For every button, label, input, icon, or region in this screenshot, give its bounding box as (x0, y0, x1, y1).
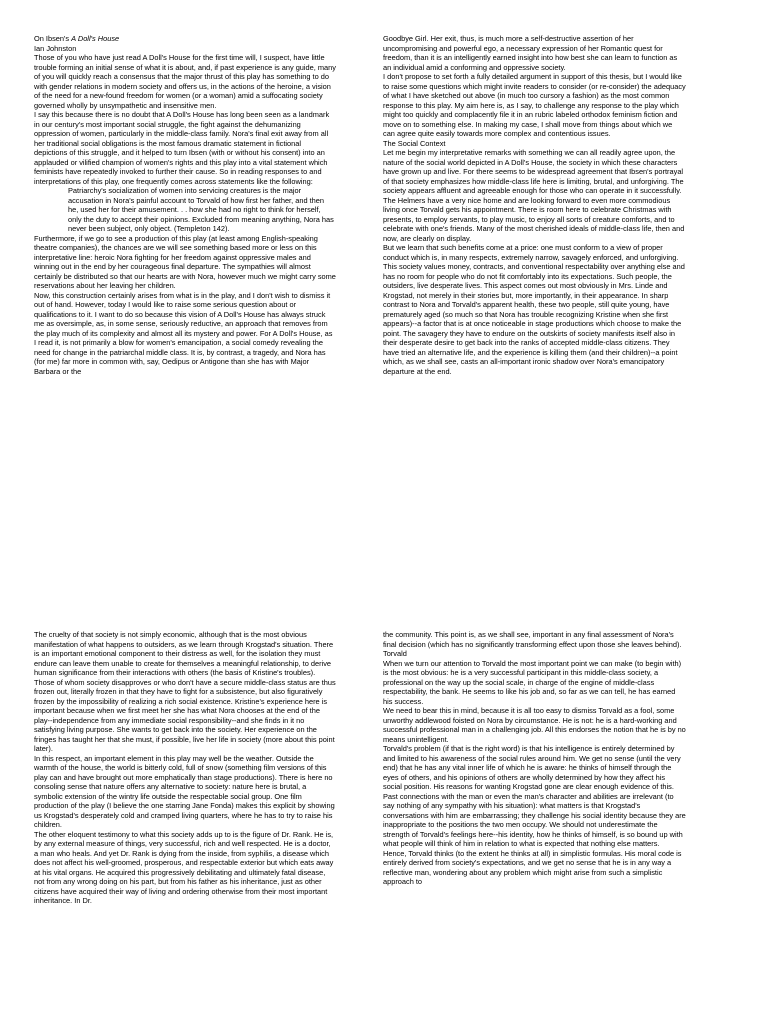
paragraph: Goodbye Girl. Her exit, thus, is much more a self-destructive assertion of her uncompromising and powerful ego, a necessary expression of her Romantic quest for freedom, than it is an intelligently earned insight into how best she can learn to function as an individual amid a conforming and oppressive society. (383, 34, 678, 72)
page1-left-column (34, 34, 336, 556)
essay-title: On Ibsen's A Doll's House (34, 34, 120, 43)
paragraph: In this respect, an important element in this play may well be the weather. Outside the warmth of the house, the world is bitterly cold, full of snow (something film versions of this play can and have brought out more emphatically than stage productions). There is here no consoling sense that nature offers any alternative to society: nature here is brutal, a symbolic extension of the wintry life outside the respectable social group. One film production of the play (I believe the one starring Jane Fonda) makes this explicit by showing us Krogstad's desperately cold and cramped living quarters, where he has to try to raise his children. (34, 753, 335, 829)
page2-left-column (34, 630, 336, 1024)
paragraph: I don't propose to set forth a fully detailed argument in support of this thesis, but I would like to raise some questions which might invite readers to consider (or re-consider) the adequacy of what I have sketched out above (in much too cursory a fashion) as the most common response to this play. My aim here is, as I say, to challenge any response to the play which might too quickly and complacently file it in an rubric labeled orthodox feminism fiction and move on to something else. In making my case, I shall move from things about which we can agree quite easily towards more complex and contentious issues. (383, 72, 686, 138)
title-italic: A Doll's House (71, 34, 120, 43)
section-heading: Torvald (383, 649, 407, 658)
paragraph: Let me begin my interpretative remarks with something we can all readily agree upon, the nature of the social world depicted in A Doll's House, the society in which these characters have grown up and live. For there seems to be widespread agreement that Ibsen's portrayal of that society emphasizes how middle-class life here is limiting, brutal, and unforgiving. The society appears affluent and agreeable enough for those who can operate in it successfully. The Helmers have a very nice home and are looking forward to even more commodious living once Torvald gets his appointment. There is room here to celebrate Christmas with presents, to employ servants, to play music, to enjoy all sorts of creature comforts, and to celebrate with one's friends. Many of the most cherished ideals of middle-class life, then and now, are clearly on display. (383, 148, 685, 243)
paragraph: Hence, Torvald thinks (to the extent he thinks at all) in simplistic formulas. His moral code is entirely derived from society's expectations, and we get no sense that he is in any way a reflective man, wondering about any problem which might arise from such a simplistic approach to (383, 848, 682, 886)
paragraph: The cruelty of that society is not simply economic, although that is the most obvious manifestation of what happens to outsiders, as we learn through Krogstad's situation. There is an important emotional component to their distress as well, for the isolation they must endure can leave them unable to create for themselves a meaningful relationship, to derive human significance from their interactions with others (the basis of Kristine's troubles). Those of whom society disapproves or who don't have a secure middle-class status are thus frozen out, literally frozen in that they have to fight for a subsistence, but also figuratively frozen by the impossibility of realizing a rich social existence. Kristine's experience here is important because when we first meet her she has what Nora chooses at the end of the play--independence from any immediate social responsibility--and she finds in it no satisfying living purpose. She wants to get back into the society. Her experience on the fringes has taught her that she must, if possible, live her life in society (more about this point later). (34, 630, 336, 753)
paragraph: Torvald's problem (if that is the right word) is that his intelligence is entirely determined by and limited to his awareness of the social rules around him. We get no sense (until the very end) that he has any vital inner life of which he is aware: he thinks of himself through the eyes of others, and his opinions of others are wholly determined by how they affect his social position. His reasons for wanting Krogstad gone are clear enough evidence of this. Past connections with the man or even the man's character and abilities are irrelevant (to say nothing of any sympathy with his situation): what matters is that Krogstad's conversations with him are embarrassing; they challenge his social identity because they are inappropriate to the positions the two men occupy. We should not underestimate the strength of Torvald's feelings here--his identity, how he thinks of himself, is so bound up with what people will think of him in relation to what is expected that nothing else matters. (383, 744, 686, 848)
paragraph: We need to bear this in mind, because it is all too easy to dismiss Torvald as a fool, some unworthy addlewood foisted on Nora by circumstance. He is not: he is a hard-working and successful professional man in a challenging job. All this endorses the notion that he is by no means unintelligent. (383, 706, 686, 744)
paragraph: When we turn our attention to Torvald the most important point we can make (to begin with) is the most obvious: he is a very successful participant in this middle-class society, a professional on the way up the social scale, in charge of the engine of middle-class respectability, the bank. He seems to like his job and, so far as we can tell, he has earned his success. (383, 658, 682, 706)
paragraph: The other eloquent testimony to what this society adds up to is the figure of Dr. Rank. He is, by any external measure of things, very successful, rich and well respected. He is a doctor, a man who heals. And yet Dr. Rank is dying from the inside, from syphilis, a disease which does not affect his well-groomed, prosperous, and respectable exterior but which eats away at his vital organs. He acquired this progressively debilitating and ultimately fatal disease, not from any wrong doing on his part, but from his father as his inheritance, just as other citizens have acquired their way of living and ordering otherwise from their most important inheritance. In Dr. (34, 829, 334, 905)
page1-right-column (383, 34, 686, 556)
block-quote: Patriarchy's socialization of women into servicing creatures is the major accusation in Nora's painful account to Torvald of how first her father, and then he, used her for their amusement. . . how she had no right to think for herself, only the duty to accept their opinions. Excluded from meaning anything, Nora has never been subject, only object. (Templeton 142). (68, 186, 334, 233)
section-heading: The Social Context (383, 138, 446, 148)
paragraph: I say this because there is no doubt that A Doll's House has long been seen as a landmark in our century's most important social struggle, the fight against the dehumanizing oppression of women, particularly in the middle-class family. Nora's final exit away from all her traditional social obligations is the most famous dramatic statement in fictional depictions of this struggle, and it helped to turn Ibsen (with or without his consent) into an applauded or vilified champion of women's rights and this play into a vital statement which feminists have repeatedly invoked to further their cause. So in reading responses to and interpretations of this play, one frequently comes across statements like the following: (34, 110, 330, 186)
paragraph: Those of you who have just read A Doll's House for the first time will, I suspect, have little trouble forming an initial sense of what it is about, and, if past experience is any guide, many of you will quickly reach a consensus that the major thrust of this play has something to do with gender relations in modern society and offers us, in the actions of the heroine, a vision of the need for a new-found freedom for women (or a woman) amid a suffocating society governed wholly by unsympathetic and insensitive men. (34, 53, 336, 110)
paragraph: Furthermore, if we go to see a production of this play (at least among English-speaking theatre companies), the chances are we will see something based more or less on this interpretative line: heroic Nora fighting for her freedom against oppressive males and winning out in the end by her courageous final departure. The sympathies will almost certainly be distributed so that our hearts are with Nora, however much we might carry some reservations about her leaving her children. (34, 233, 336, 290)
paragraph: But we learn that such benefits come at a price: one must conform to a view of proper conduct which is, in many respects, extremely narrow, savagely enforced, and unforgiving. This society values money, contracts, and conventional respectability over anything else and has no room for people who do not fit comfortably into its expectations. Such people, the outsiders, live desperate lives. This aspect comes out most obviously in Mrs. Linde and Krogstad, not merely in their stories but, more importantly, in their appearance. In sharp contrast to Nora and Torvald's apparent health, these two people, still quite young, have prematurely aged (so much so that Nora has trouble recognizing Kristine when she first appears)--a factor that is at once noticeable in stage productions which choose to make the point. The savagery they have to endure on the outskirts of society manifests itself also in their desperate desire to get back into the ranks of accepted middle-class citizens. They have tried an alternative life, and the experience is killing them (and their children)--a point which, as we shall see, casts an all-important ironic shadow over Nora's emancipatory departure at the end. (383, 243, 685, 376)
page2-right-column (383, 630, 686, 1024)
paragraph: Now, this construction certainly arises from what is in the play, and I don't wish to dismiss it out of hand. However, today I would like to raise some serious question about or qualifications to it. I want to do so because this vision of A Doll's House has always struck me as oversimple, as, in some sense, seriously reductive, an approach that removes from the play much of its complexity and almost all its mystery and power. For A Doll's House, as I read it, is not primarily a blow for women's emancipation, a social comedy revealing the need for change in the patriarchal middle class. It is, by contrast, a tragedy, and Nora has (for me) far more in common with, say, Oedipus or Antigone than she has with Major Barbara or the (34, 290, 333, 376)
paragraph: the community. This point is, as we shall see, important in any final assessment of Nora's final decision (which has no significantly transforming effect upon those she leaves behind). (383, 630, 682, 649)
essay-author: Ian Johnston (34, 43, 77, 53)
